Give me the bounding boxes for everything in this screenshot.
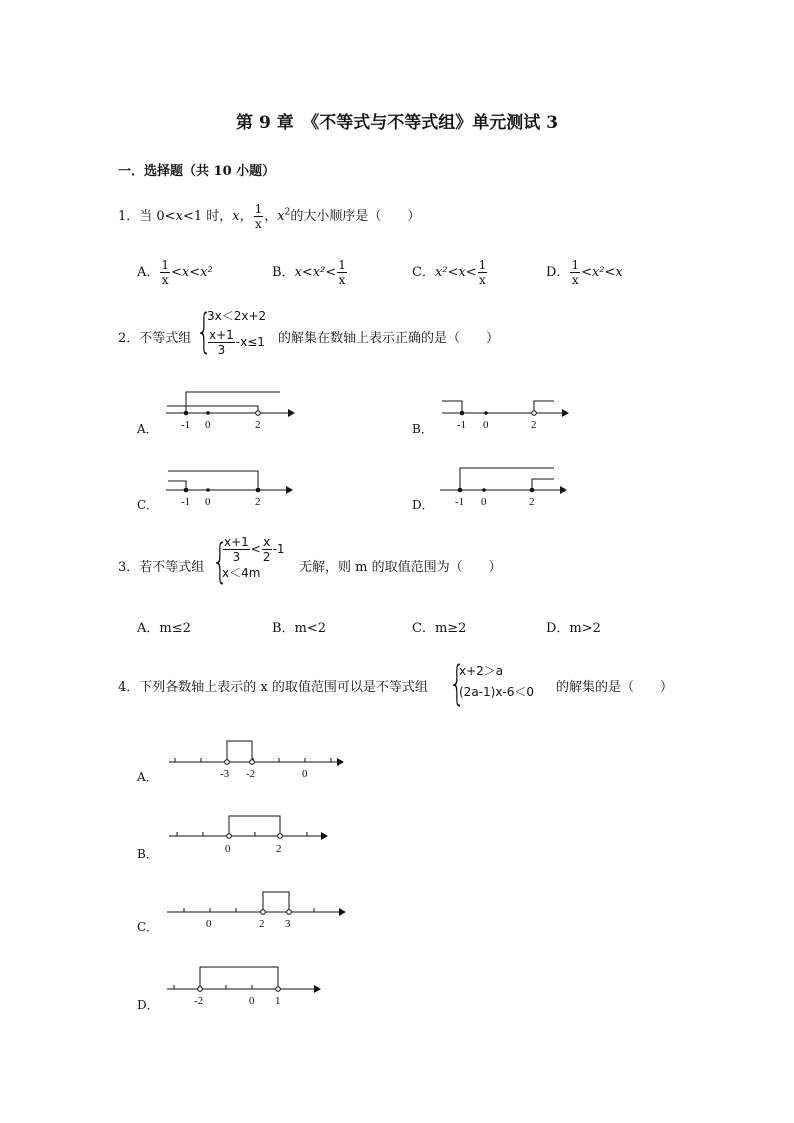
q2c-tick-m1: -1 <box>181 496 191 508</box>
q3-suffix: 无解，则 m 的取值范围为（ ） <box>299 560 502 575</box>
q2-prefix: 2．不等式组 <box>118 331 192 346</box>
q1-b-pre: x<x²< <box>294 265 337 280</box>
q1-option-b-label: B． <box>272 265 295 280</box>
q3-option-d[interactable]: D．m>2 <box>546 621 601 636</box>
q4c-tick-2: 2 <box>259 918 265 930</box>
q1-comma: ， <box>239 209 253 224</box>
q2-line2 <box>207 328 266 357</box>
q2-option-a-label[interactable]: A． <box>137 422 158 436</box>
q4-option-b-label[interactable]: B． <box>137 847 158 861</box>
q1-d-rest: <x²<x <box>581 265 623 280</box>
q4b-tick-0: 0 <box>225 843 231 855</box>
q1-suffix: 的大小顺序是（ ） <box>290 209 421 224</box>
q1-c-den: x <box>479 273 486 287</box>
q1-b-den: x <box>338 273 346 287</box>
q2-number-line-d <box>436 462 571 512</box>
q2-line2-rest: -x≤1 <box>235 335 265 349</box>
q4-number-line-b <box>165 812 335 858</box>
q4-suffix: 的解集的是（ ） <box>556 680 674 695</box>
q1-option-b[interactable] <box>272 258 348 287</box>
q4-number-line-c <box>163 886 353 932</box>
q1-c-frac <box>478 258 488 287</box>
q1-d-frac <box>570 258 580 287</box>
q2-brace: { <box>196 304 213 358</box>
q4-number-line-d <box>163 961 328 1009</box>
q1-c-pre: x²<x< <box>434 265 477 280</box>
q3-frac2-den: 2 <box>262 550 271 564</box>
q4-option-a-label[interactable]: A． <box>137 770 158 784</box>
q2-option-c-label[interactable]: C． <box>137 498 159 512</box>
q3-frac1 <box>223 535 250 564</box>
q2a-tick-0: 0 <box>205 419 211 431</box>
q4-system <box>459 662 534 702</box>
q2a-tick-m1: -1 <box>181 419 191 431</box>
section-heading: 一．选择题（共 10 小题） <box>118 164 276 179</box>
q3-frac1-num: x+1 <box>224 535 249 549</box>
q2b-tick-0: 0 <box>483 419 489 431</box>
q4-prefix: 4．下列各数轴上表示的 x 的取值范围可以是不等式组 <box>118 680 428 695</box>
q4-line1: x+2＞a <box>459 664 504 678</box>
q1-option-a-label: A． <box>137 265 160 280</box>
q1-x1: x <box>175 209 183 224</box>
q1-mid: <1 时， <box>182 209 233 224</box>
q1-sup: 2 <box>284 207 291 218</box>
q4d-tick-1: 1 <box>275 995 281 1007</box>
q3-option-c[interactable]: C．m≥2 <box>412 621 467 636</box>
q1-a-frac <box>160 258 170 287</box>
q4a-tick-m3: -3 <box>220 768 230 780</box>
q4-option-d-label[interactable]: D． <box>137 998 159 1012</box>
q2-system <box>207 307 266 357</box>
q3-line1 <box>222 535 284 564</box>
q2b-tick-m1: -1 <box>457 419 467 431</box>
q2-frac <box>208 328 235 357</box>
q1-b-frac <box>337 258 347 287</box>
q1-x3: x <box>277 209 285 224</box>
q1-fraction <box>254 202 264 231</box>
q2-suffix: 的解集在数轴上表示正确的是（ ） <box>278 331 500 346</box>
q2d-tick-0: 0 <box>481 496 487 508</box>
q1-prefix: 1．当 0< <box>118 209 176 224</box>
q3-frac2-num: x <box>263 535 271 549</box>
q3-option-b[interactable]: B．m<2 <box>272 621 327 636</box>
q1-a-rest: <x<x² <box>171 265 213 280</box>
q1-d-num: 1 <box>571 258 580 272</box>
q1-option-d-label: D． <box>546 265 570 280</box>
q3-frac1-den: 3 <box>232 550 241 564</box>
q1-option-d[interactable] <box>546 258 623 287</box>
q1-a-den: x <box>161 273 169 287</box>
q4a-tick-0: 0 <box>302 768 308 780</box>
q3-line2: x＜4m <box>222 566 261 580</box>
q1-d-den: x <box>571 273 579 287</box>
q1-frac-num: 1 <box>254 202 263 216</box>
q2d-tick-m1: -1 <box>455 496 465 508</box>
q2-frac-num: x+1 <box>209 328 234 342</box>
q2-frac-den: 3 <box>217 343 226 357</box>
q4d-tick-0: 0 <box>249 995 255 1007</box>
question-1 <box>118 202 420 231</box>
q3-option-a[interactable]: A．m≤2 <box>137 621 191 636</box>
q4c-tick-0: 0 <box>206 918 212 930</box>
q4d-tick-m2: -2 <box>194 995 204 1007</box>
q1-option-a[interactable] <box>137 258 213 287</box>
q2-option-b-label[interactable]: B． <box>412 422 433 436</box>
q4-number-line-a <box>165 736 350 782</box>
q1-a-num: 1 <box>161 258 170 272</box>
q3-brace: { <box>212 534 229 588</box>
q1-c-num: 1 <box>478 258 487 272</box>
q1-comma2: ， <box>264 209 278 224</box>
q4c-tick-3: 3 <box>285 918 291 930</box>
q2c-tick-2: 2 <box>255 496 261 508</box>
q2-option-d-label[interactable]: D． <box>412 498 434 512</box>
q2b-tick-2: 2 <box>531 419 537 431</box>
q1-frac-den: x <box>255 217 262 231</box>
q4b-tick-2: 2 <box>276 843 282 855</box>
q1-option-c-label: C． <box>412 265 435 280</box>
q2c-tick-0: 0 <box>205 496 211 508</box>
q1-x2: x <box>232 209 240 224</box>
q1-option-c[interactable] <box>412 258 488 287</box>
q2-line1: 3x＜2x+2 <box>207 309 267 323</box>
q4-option-c-label[interactable]: C． <box>137 920 159 934</box>
q3-frac2 <box>262 535 272 564</box>
q4-brace: { <box>449 656 466 710</box>
q4a-tick-m2: -2 <box>246 768 256 780</box>
q2-number-line-b <box>438 395 573 435</box>
page-title: 第 9 章 《不等式与不等式组》单元测试 3 <box>236 113 558 133</box>
q3-system <box>222 535 284 583</box>
q2-number-line-a <box>162 386 297 436</box>
q2a-tick-2: 2 <box>255 419 261 431</box>
q4-line2: (2a-1)x-6＜0 <box>459 685 535 699</box>
q2-number-line-c <box>162 464 297 512</box>
q3-prefix: 3．若不等式组 <box>118 560 205 575</box>
q3-minus1: -1 <box>272 542 285 556</box>
q2d-tick-2: 2 <box>529 496 535 508</box>
q1-b-num: 1 <box>338 258 346 272</box>
q3-lt: < <box>250 542 261 556</box>
